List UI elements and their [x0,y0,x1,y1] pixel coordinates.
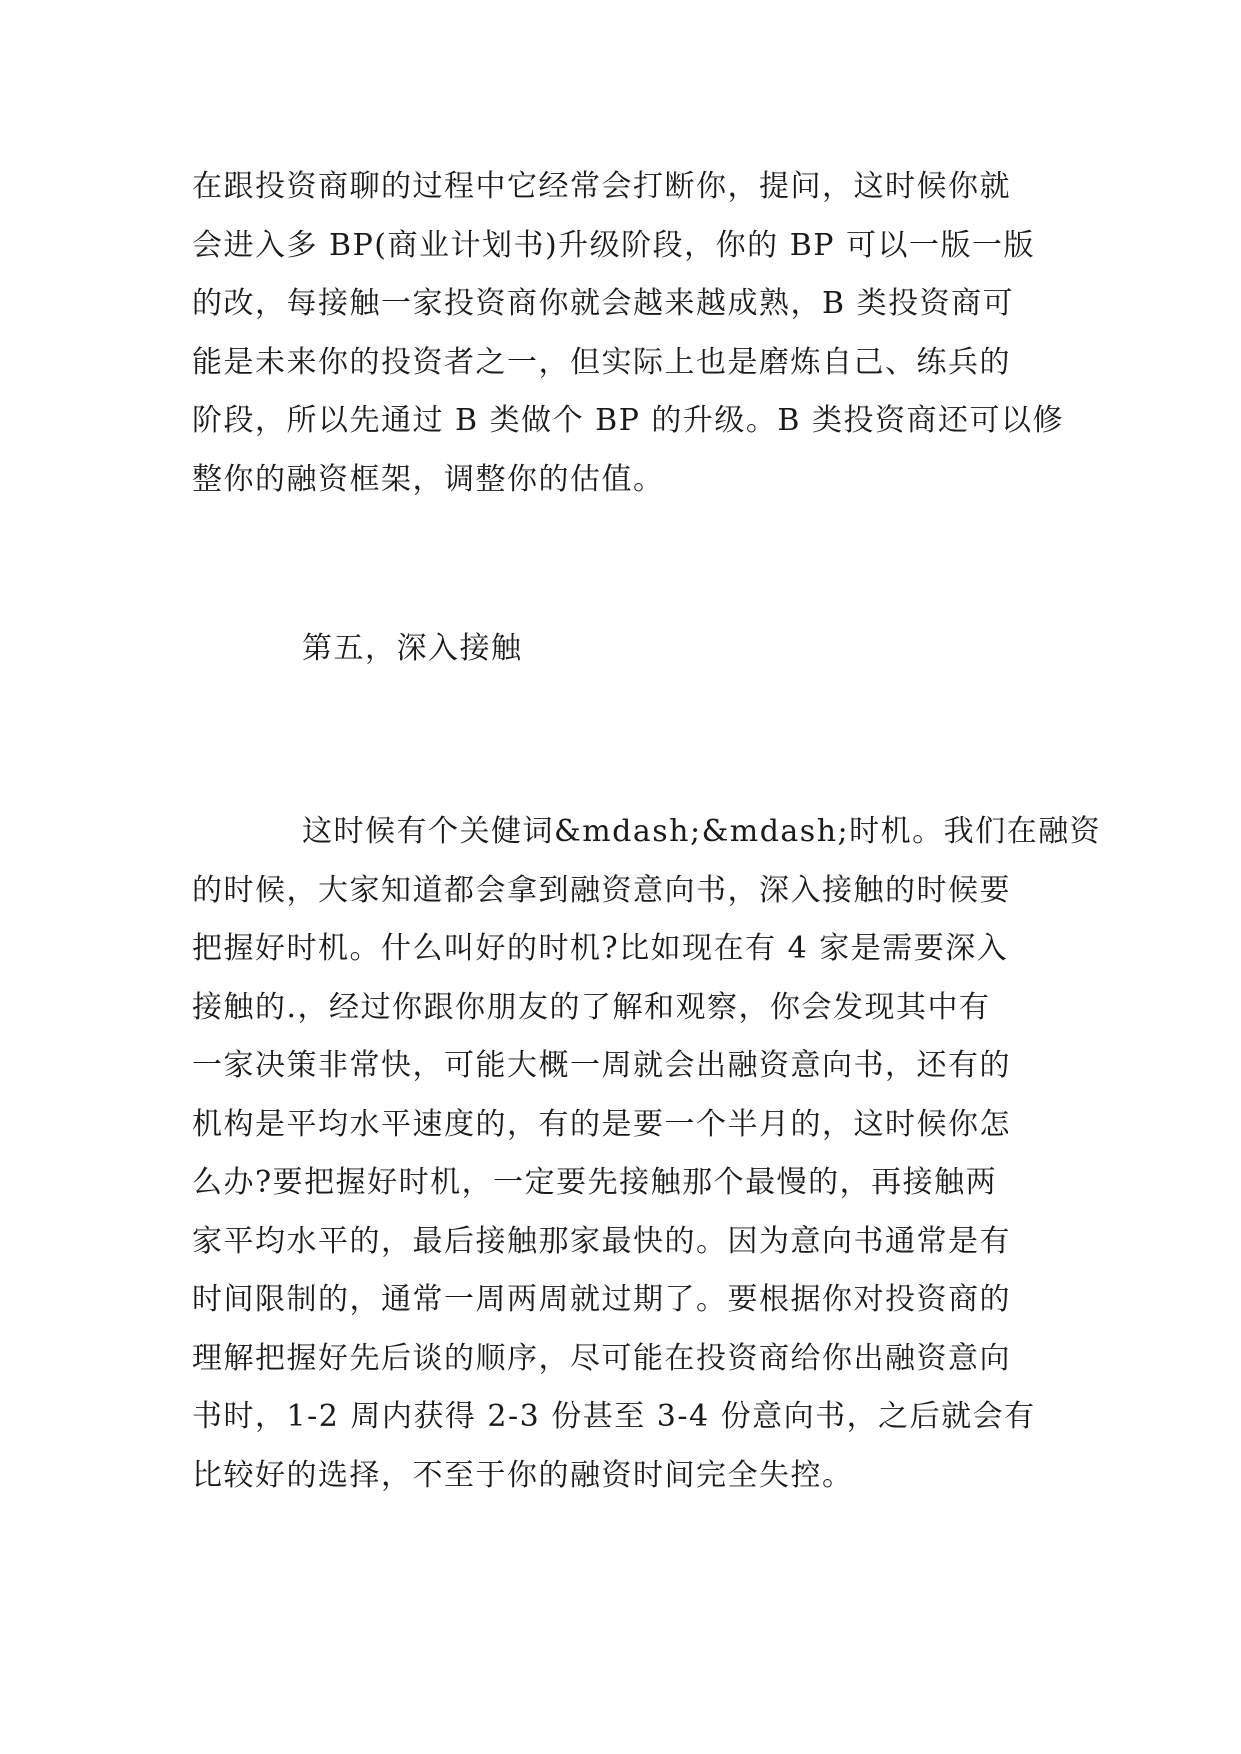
text-line: 整你的融资框架，调整你的估值。 [192,461,665,497]
text-line: 一家决策非常快，可能大概一周就会出融资意向书，还有的 [192,1048,1011,1083]
section-heading: 第五，深入接触 [302,631,523,666]
text-line: 能是未来你的投资者之一，但实际上也是磨炼自己、练兵的 [192,344,1011,380]
text-line: 在跟投资商聊的过程中它经常会打断你，提问，这时候你就 [192,169,1011,204]
text-line: 会进入多 BP(商业计划书)升级阶段，你的 BP 可以一版一版 [192,227,1035,263]
text-line: 机构是平均水平速度的，有的是要一个半月的，这时候你怎 [192,1106,1011,1142]
body-paragraph-1 [192,158,1065,509]
text-line: 接触的.，经过你跟你朋友的了解和观察，你会发现其中有 [192,989,991,1025]
text-line: 家平均水平的，最后接触那家最快的。因为意向书通常是有 [192,1223,1011,1259]
text-line: 阶段，所以先通过 B 类做个 BP 的升级。B 类投资商还可以修 [192,403,1065,438]
body-paragraph-2 [192,803,1102,1505]
text-line: 理解把握好先后谈的顺序，尽可能在投资商给你出融资意向 [192,1340,1011,1376]
text-line: 把握好时机。什么叫好的时机?比如现在有 4 家是需要深入 [192,931,1009,966]
text-line: 比较好的选择，不至于你的融资时间完全失控。 [192,1457,854,1493]
text-line: 的改，每接触一家投资商你就会越来越成熟，B 类投资商可 [192,286,1015,321]
text-line: 的时候，大家知道都会拿到融资意向书，深入接触的时候要 [192,872,1011,908]
text-line: 时间限制的，通常一周两周就过期了。要根据你对投资商的 [192,1282,1011,1317]
text-line: 书时，1-2 周内获得 2-3 份甚至 3-4 份意向书，之后就会有 [192,1399,1036,1434]
text-line: 么办?要把握好时机，一定要先接触那个最慢的，再接触两 [192,1165,998,1200]
text-line: 这时候有个关健词&mdash;&mdash;时机。我们在融资 [302,814,1102,849]
